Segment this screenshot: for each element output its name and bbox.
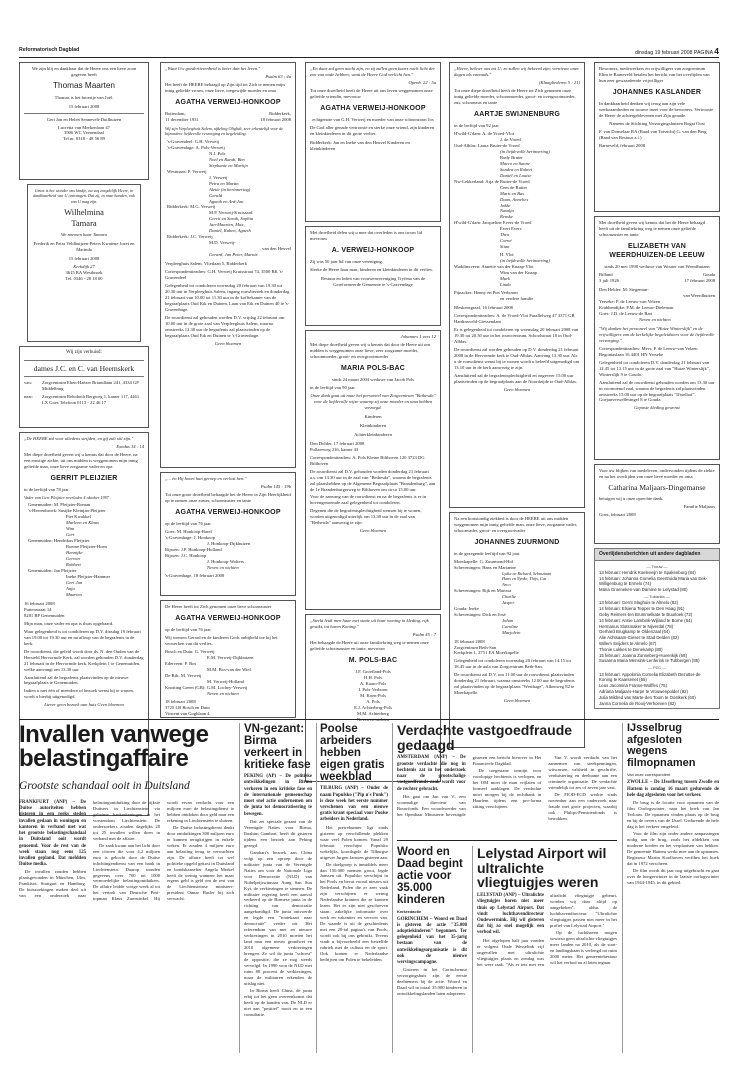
col-rule — [472, 846, 473, 1053]
news-divider — [19, 719, 719, 720]
death-notice-zuurmond: Na een kortstondig ziekbed is door de HEERE uit ons midden weggenomen mijn innig geliefde man, onze lieve, zorgzame vader, schoonvader, groot- en overgrootvader JOHANNES ZUURMOND in de gezegende leeftijd van 92 jaar. Moerkapelle: G. Zuurmond-Hol Scheveningen: Hans en Marianne Lydia en Richard, Sebastiaan Hans en Nynke, Thijs, Cas Arco Scheveningen: Rijk en Marissa Charlie Jasper Gouda: Ineke Scheveningen: Dick en José Johan Caroline Marjolein 18 februari 2008 Zorgcentrum Beth-San Kerkplein 1, 2751 EA Moerkapelle Gelegenheid tot condoleren woensdag 20 februari van 14.15 tot 18.45 uur in de aula van Zorgcentrum Beth-San. De rouwdienst zal D.V. om 11.00 uur de rouwdienst plaatsvinden donderdag 21 februari, waarna omstreeks 12.00 uur de begrafenis zal plaatsvinden op de begraafplaats "Westhage", Alkenweg 82 te Moerkapelle. Geen bloemen — [449, 512, 585, 748]
column-2 — [160, 62, 296, 722]
birth-notice-thomas: We zijn blij en dankbaar dat de Heere ons een lieve zoon gegeven heeft Thomas Maarten Thomas is het broertje van Joël. 15 februari 2008 Gert Jan en Helen Sennevelt-Duifhuizen Lucretia van Merkenlaan 47 3906 WC Veenendaal Tel.nr. 0318 - 48 56 89 — [19, 62, 149, 180]
col-rule — [622, 723, 623, 1053]
moving-notice: Wij zijn verhuisd: dames J.C. en C. van Heemskerk van: Zorgcentrum Eben-Haëzer Briandlaan 241, 4334 GP Middelburg naar: Zorgcentrum Rehoboth Bergweg 1, kamer 117, 4461 LX Goes Telefoon 0113 - 22 46 17 — [19, 346, 149, 428]
paper-name: Reformatorisch Dagblad — [19, 47, 80, 53]
death-notice-van-weerdhuizen: Met droefheid geven wij kennis dat het de Heere behaagd heeft uit de familiekring weg te nemen onze geliefde schoonzuster en tante ELIZABETH VAN WEERDHUIZEN-DE LEEUW sinds 20 mei 1998 weduwe van Wouter van Weerdhuizen Billand Gouda 3 juli 1926 17 februari 2008 Den Helder: M. Stegeman- van Weerdhuizen Yerseke: P. de Leeuw-van Velzen Krabbendijke: P.M. de Leeuw-Dieleman Goes: J.D. de Leeuw-de Bart Neven en nichten "Wij danken het personeel van "Huize Winterslijk" en de vrijwilligers van de kerkelijke begeleidsters voor de liefdevolle verzorging." Correspondentieadres: Mevr. P. de Leeuw-van Velzen Begoniaslaan 16 4401 HN Yerseke Gelegenheid tot condoleren D.V. donderdag 21 februari van 12.45 tot 13.15 uur in de grote zaal van "Huize Winterslijk", Winterslijk 9 te Gouda. Aansluitend zal de rouwdienst gehouden worden om 13.30 uur in voornoemd zaal, waarna de begrafenis zal plaatsvinden omstreeks 15.00 uur op de begraafplaats "IJsselhof", Goejanverwellesingel 8 te Gouda. Gepaste kleding gewenst — [594, 216, 720, 460]
article-belastingaffaire: Invallen vanwege belastingaffaire Grootste schandaal ooit in Duitsland FRANKFURT (ANP) – De Duitse autoriteiten hebben gisteren in een reeks steden invallen gedaan in woningen en kantoren in verband met wat het grootste belastingschandaal in Duitsland ooit wordt genoemd. Voor de rest van de week staan nog eens 125 invallen gepland. Dat meldden Duitse media. De invallen zouden hebben plaatsgevonden in München, Ulm, Frankfurt, Stuttgart en Hamburg. De huiszoekingen maken deel uit van een onderzoek naar belastingontduiking door de rijkste Duitsers in Liechtenstein via geheime bankrekeningen in het vorstendom Liechtenstein. De onderzoekers zouden dagelijks 20 tot 25 invallen willen doen in verband met de affaire. De zaak kwam aan het licht door een citroen die voor 4,2 miljoen euro is gekocht door de Duitse inlichtingendienst van een bank in Liechtenstein. Daarop stonden gegevens over 700 tot 1000 vermoedelijke belastingontduikers. De affaire leidde vorige week al tot het vertrek van Deutsche Post-topman Klaus Zumwinkel. Hij wordt ervan verdacht voor een miljoen euro de belastingdienst te hebben ontdoken door geld naar een rekening in Liechtenstein te sluizen. De Duitse belastingdienst denkt door ontduikingen 300 miljoen euro te kunnen terugkrijgen in enkele weken. Er zouden 4 miljoen euro aan belasting terug te verwachten zijn. De affaire heeft tot wel politieke opgeld gekost in Duitsland en bondskanselier Angela Merkel heeft de weinig wanneer het maar ergens geld is geld om de rest van de Liechtensteinse ministers-president Otmar Hasler bij zich verwacht. — [19, 723, 234, 902]
column-1 — [19, 62, 149, 820]
thanks-maljaars: Voor uw blijken van medeleven, ondervonden tijdens de ziekte en na het overlijden van onze lieve moeder en oma Catharina Maljaars-Dingemanse betuigen wij u onze oprechte dank. Familie Maljaars Goes, februari 2008 — [594, 464, 720, 544]
masthead — [19, 46, 719, 58]
article-woord-en-daad: Woord en Daad begint actie voor 35.000 kinderen Kerkredactie GORINCHEM – Woord en Daad is gisteren de actie "35.000 adoptiekinderen" begonnen. Ter gelegenheid van het 35-jarig bestaan van de ontwikkelingsorganisatie is dit ook de nieuwe wervingscampagne. Gisteren in het Gorinchemse verzorgingshuis zijn de eerste deelnemers bij de actie. Woord en Daad wil in totaal 35.000 kinderen in ontwikkelingslanden laten adopteren. — [397, 846, 467, 997]
death-notice-pols-bac-2: „Sterkt leidt men haar met statie uit haar woning in kleding, rijk gestikt, tot haren Koning." Psalm 45 : 7 Het behaagde de Heere uit onze familiekring weg te nemen onze geliefde schoonzuster en tante, mevrouw M. POLS-BAC J.F. Groefland-Pols H.H. Pols A. Kaaro-Pols I. Pols-Verboon M. Koen-Pols A. Pols E.J. Achterberg-Pols M.M. Achterberg Neven en nichten — [305, 614, 441, 782]
headline: IJsselbrug afgesloten wegens filmopnamen — [627, 723, 696, 769]
headline: Woord en Daad begint actie voor 35.000 kinderen — [397, 846, 463, 907]
article-poolse-arbeiders: Poolse arbeiders hebben eigen gratis weekblad TILBURG (ANP) – Onder de naam Populsko ("Pip n's Punk") is deze week het eerste nummer verschenen van een nieuwe gratis krant speciaal voor Poolse arbeiders in Nederland. Het pretrekunner ligt sinds gisteren op verschillende plekken waar veel Polen komen. Vanaf 29 februari verschijnt Populsko wekelijks, koordsgele de Tilburgse uitgever Jurgen Janssen gisteren aan. De doelgroep is inmiddels meer dan 150.000 mensen groot, legde Janssen uit. Populsko verschijnt in het Pools en bevat vooral nieuws uit Nederland. Polen die er zeer vaak zijn verschijnen er weinig Nederlandse kranten die ze kunnen lezen. Het er zijn niet geschreven staan: zakelijke informatie over werk en vakanties en vervoer van. De waarde is uit de geschiedenis met een 20-tal pagina's van Pools; wordt ook bij ons gebruikt. Tevens vindt u bijvoorbeeld een hetzelfde rubriek met de cultuur en de sport. Ook komen er Nederlandse bedrijven om Polen te bekeleiden. — [320, 723, 388, 963]
headline: Lelystad Airport wil ultralichte vliegtuigjes weren — [477, 846, 607, 891]
article-ijsselbrug: IJsselbrug afgesloten wegens filmopnamen Van onze correspondent ZWOLLE – De IJsselbrug tussen Zwolle en Hattem is zondag 16 maart gedurende de hele dag afgesloten voor het verkeer. De brug is de locatie voor opnamen van de film Oorlogswinter, naar het boek van Jan Terlouw. De opnamen vinden plaats op de brug en bij de oevers van de IJssel. Gedurende de hele dag is het verkeer omgeleid. Voor de film zijn onder andere aanpassingen nodig aan de brug, zoals het afdekken van moderne borden en het verplaatsen van hekken. De gemeente Hattem werkt mee aan de opnamen. Regisseur Martin Koolhoven verfilmt het boek dat in 1972 verscheen. De film wordt dit jaar nog uitgebracht en gaat over de hongerwinter in de laatste oorlogswinter van 1944-1945, in dit gebied. — [627, 723, 719, 885]
headline: Verdachte vastgoedfraude gedaagd — [397, 723, 573, 753]
subheadline: Grootste schandaal ooit in Duitsland — [19, 779, 190, 792]
death-notice-verweij-3: De Heere heeft tot Zich genomen onze lieve schoonzuster AGATHA VERWEIJ-HONKOOP op de leeftijd van 76 jaar. Wij wensen Gerard en de kinderen Gods onbijbeld toe bij het verwerken van dit verlies. Bosch en Duin: G. Verweij E.M. Verweij-Dijkhuizen Ederveen: P. Bos M.M. Bos-van der Wiel De Bilt: M. Verweij M. Verweij-Holland Knotting Green (GB): G.M. Lochey-Verweij Neven en nichten 18 februari 2008 3725 LB Bosch en Duin Vincent van Goghlaan 4 — [160, 600, 296, 718]
other-newspapers-obituaries: Overlijdensberichten uit andere dagbladen — Trouw — 13 februari: Hendrik Koeleveijn te Spakenburg (84) 14 februari: Johanna Cornelia Geertruida Maria van Eek-Willigenburg te Ermelo (74) Maria Groeneken-van Damme te Lelystad (80) — Tubantia — 13 februari: Gerrit Slaghuis te Almelo (82) 14 februari: Elsiena Tepper te Den Haag (91) Geby Reimers-ten Brummelkate te Buurloek (72) 14 februari: Annie Lambink-Wijland te Borne (64) Hermanus Slotsmaker te Nijverdal (78) Gerhard Brugkamp te Oldenzaal (64) Alie Achtsaam-Gieser te Stad Delden (82) Willem Snijders te Almelo (67) Thonie Lukkes te Denekamp (80) 15 februari: Joanna Zunneberg-Huvenkijk (68) Susanna Maria Mensink-Lenferink te Tubbergen (85) — PZC — 13 februari: Appolonia Cornelia Elizabeth Dezutter-de Koning te Kaarsenet (65) Leus Jacomina Franse-Wolffes (75) Adriana Maljaars-Harpe te Vrouwenpolder (82) Julia Mildred van Marte-den Toom te Oostkerk (60) Janna Cornelia de Rooij-Verhoeven (82) — [594, 548, 720, 709]
column-5 — [594, 62, 720, 709]
headline: Invallen vanwege belastingaffaire — [19, 723, 209, 773]
column-4 — [449, 62, 585, 752]
column-3 — [305, 62, 441, 786]
article-lelystad-airport: Lelystad Airport wil ultralichte vliegtuigjes weren LELYSTAD (ANP) – Ultralichte vliegtuigjes horen niet meer thuis op Lelystad Airport. Dat vindt luchthavendirecteur Oudewermink. Hij wil gisteren dat hij zo snel mogelijk een verbod wil. Het afgelopen half jaar vonden er volgens Oude Wesselink vijf ongevallen met ultralichte vliegtuigjes plaats en zondag was het weer raak. "Als er iets met een ultralicht vliegtuigje gebeurt, worden wij daar altijd op aangekeken", aldus de luchthavendirecteur. "Ultralichte vliegtuigjes passen niet meer in het profiel van Lelystad Airport." Op de luchthaven mogen sowieso geen ultralichte vliegtuigjes meer landen na 2010, als de start- en landingsbaan is verlengd tot ruim 2000 meter. Het gemeentebestuur wil het verbod nu al laten ingaan. — [477, 846, 617, 967]
death-notice-verweij-2: „... én Hij hoort hun geroep en verlost hen." Psalm 145 : 19b Tot onze grote droefheid behaagde het de Heere in Zijn Heerlijkheid op te nemen onze zuster, schoonzuster en tante AGATHA VERWEIJ-HONKOOP op de leeftijd van 76 jaar. Goes: M. Honkoop-Barel 's-Gravenhage: J. Honkoop J. Honkoop-Dijkhuizen Rijssen: J.P. Honkoop-Holland Rijssen: J.C. Honkoop J. Honkoop-Wolters Neven en nichten 's-Gravenhage, 18 februari 2008 — [160, 472, 296, 596]
death-notice-pleijzier: „De HEERE zal voor uliedens strijden, en gij zult stil zijn." Exodus 14 : 14 Met diepe droefheid geven wij u kennis dat door de Heere, na een ernstige ziekte, uit ons midden is weggenomen mijn innig geliefde man, onze lieve zorgzame vader en opa GERRIT PLEIJZIER in de leeftijd van 78 jaar. Vader van Gert Pleijzier overleden 4 oktober 1997 Genemuiden: M. Pleijzier-Roman 's-Heerenbroek: Susijke Kleinjan-Pleijzier Piet Kwakkel Marleen en Klaas Wim Gert Genemuiden: Hendrikus Pleijzier Roeine Pleijzier-Hoen Hennijke Gerwin Robbert Genemuiden: Jan Pleijzier Ineke Pleijzier-Hammer Gert Jan Anja Maarten 16 februari 2008 Puttenstraat 14 8281 BP Genemuiden Mijn man, onze vader en opa is thuis opgebaard. Waar gelegenheid is tot condoleren op D.V. dinsdag 19 februari van 19.00 tot 19.30 uur en na afloop van de begrafenis in de kerk. De rouwdienst, die geleid wordt door ds. N. den Ouden van de Hersteld Hervormde Kerk, zal worden gehouden D.V. donderdag 21 februari in de Hervormde kerk, Kerkplein 1 te Genemuiden, welke aanvangt om 13.30 uur. Aansluitend zal de begrafenis plaatsvinden op de nieuwe begraafplaats te Genemuiden. Indien u met één of meerdere of bezoek wenst bij te wonen, wordt u hierbij uitgenodigd. Liever geen bezoek aan huis Geen bloemen — [19, 432, 149, 816]
article-birma: VN-gezant: Birma verkeert in kritieke fase PEKING (AP) – De politieke ontwikkelingen in Birma verkeren in een kritieke fase en de internationale gemeenschap moet snel actie ondernemen om de junta tot democratisering te bewegen. Dat zei speciale gezant van de Verenigde Naties voor Birma, Ibrahim Gambari, heeft dit gisteren tijdens een bezoek aan Peking gezegd. Gambari's bezoek aan China volgt op een oproep door de militaire junta van de Verenigde Naties om voor de Nationale Liga voor Democratie (NLD) van Nobelprijswinnaar Aung San Suu Kyi, de verkiezingen te steunen. De militaire regering heeft een aanval verkeerd op de Birmese junta in de richting van democratie aangekondigd. De junta ontvoerde en legde een "routekaart naar democratie" verder uit. Het referendum van mei en nieuwe verkiezingen in 2010 moeten het land naar een nieuw grondwet en 2010 algemene verkiezingen brengen. Ze wil de junta "schorst" de oppositie, die ze nog steeds vervolgd. In 1990 won de NLD met ruim 80 procent de verkiezingen, maar de militairen erkenden de uitslag niet. In Birma heeft China, de junta erbij tot het geen overeenkomst dat heeft op de banden van. De NLD er niet aan "positief" nooit en in een consultatie. — [244, 723, 312, 1017]
page-date: dinsdag 19 februari 2008 PAGINA 4 — [635, 46, 719, 56]
col-rule — [392, 723, 393, 1053]
death-notice-verweij-4: „En daar zal geen nacht zijn, en zij zullen geen kaars noch licht der zon van node hebben; want de Heere God verlicht hen." Openb. 22 : 5a Tot onze droefheid heeft de Heere uit ons leven weggenomen onze geliefde vriendin, mevrouw AGATHA VERWEIJ-HONKOOP echtgenote van G.H. Verweij en moeder van onze schoonzoon Jos De God aller genade vertrooste en sterke onze vriend, zijn kinderen en kleinkinderen in dit grote verlies. Ridderkerk: Jan en Ineke van den Heuvel Kinderen en kleinkinderen — [305, 62, 441, 222]
death-notice-pols-bac: Johannes 1 vers 12 Met diepe droefheid geven wij u kennis dat door de Heere uit ons midden is weggenomen onze lieve, zeer zorgzame moeder, schoonmoeder, groot- en overgrootmoeder MARIA POLS-BAC sinds 24 maart 2004 weduwe van Jacob Pols in de leeftijd van 90 jaar. Onze dank gaat uit naar het personeel van Zorgcentrum "Bethesda" voor de liefdevolle wijze waarop zij onze moeder en oma hebben verzorgd. Kinderen Kleinkinderen Achterkleinkinderen Den Dolder, 17 februari 2008 Pollaerweg 216, kamer 43 Correspondentieadres: A. Pols Kleine Bilthoven 120 3723 DG Bilthoven De rouwdienst zal D.V. gehouden worden donderdag 21 februari a.s. om 13.30 uur in de zaal van "Bethesda", waarna de begrafenis zal plaatshebben op de Algemene Begraafplaats "Brandenburg", aan de 1e Brandenburgerweg te Bilthoven om circa 15.00 uur. Voor de aanvang van de rouwdienst en na de begrafenis is er in bovengenoemde zaal gelegenheid tot condoleren. Degenen die de begrafenisplechtigheid wensen bij te wonen, worden uitgenodigd uiterlijk om 13.30 uur in de zaal van "Bethesda" aanwezig te zijn. Geen bloemen — [305, 330, 441, 610]
col-rule — [239, 723, 240, 1053]
article-vastgoedfraude: Verdachte vastgoedfraude gedaagd AMSTERDAM (ANP) – De grootste verdachte die nog in hechtenis zat in het onderzoek naar de grootschalige vastgoedfraude-zaak wordt voor de rechter gebracht. Het gaat om Jan van V., een voormalige directeur van Bouwfonds. Een woordvoerder van het Openbaar Ministerie bevestigde gisteren een bericht hierover in Het Financieele Dagblad. De toegestane termijn voor voorlopige hechtenis is verlopen, en het OM moet de man vrijlaten of formeel aanklagen. De verdachte moet morgen bij de rechtbank in Haarlem tijdens een pro-forma zitting verschijnen. Van V. wordt verdacht van het aannemen van steekpenningen, witwassen, valsheid in geschrifte, verduistering en deelname aan een criminele organisatie. De verdachte vriendelijk tot zes of zeven jaar vast. De FIOD-ECD werkte sinds november aan een onderzoek naar fraude met grote projecten, waarbij ook Philips-Pensioenfonds is betrokken. — [397, 723, 617, 822]
headline: Poolse arbeiders hebben eigen gratis weekblad — [320, 723, 385, 784]
news-divider-2 — [397, 840, 617, 841]
notice-kaslander: Bewoners, medewerkers en vrijwilligers van zorgcentrum Elim te Barneveld betalen het bericht van het overlijden van hun zeer gewaardeerde vrijwilliger JOHANNES KASLANDER In dankbaarheid denken wij terug aan zijn vele werkzaamheden en trouwe inzet voor de bewoners. Vertrooste de Heere de achtergeblevenen met Zijn genade. Namens de Stichting Verzorgingshuizen Rogat Oost F. van Donselaar RA (Raad van Toezicht) G. van den Berg (Raad van Bestuur a.i.) Barneveld, februari 2008 — [594, 62, 720, 212]
headline: VN-gezant: Birma verkeert in kritieke fase — [244, 723, 311, 772]
death-notice-verweij-1: „Want Uw goedertierenheid is beter dan het leven." Psalm 63 : 4a Het heeft de HEERE behaagd op Zijn tijd tot Zich te nemen mijn innig geliefde vrouw, onze lieve, toegewijde moeder en oma AGATHA VERWEIJ-HONKOOP Botterdam, Ridderkerk, 11 december 1931 18 februari 2008 Wij zijn Verpleeghuis Salem, afdeling Oliglidt, zeer erkentelijk voor de bijzondere liefdevolle verzorging en begeleiding. 's-Gravendeel: G.H. Verweij 's-Gravendage: A. Pols-Verweij N.J. Pols Noel en Randi, Ben Stephanie en Martijn Westmaas: P. Verweij J. Verweij Petra en Martin Alette (in herinnering) Gerald Agneth en Ard-Jan Ridderkerk: M.G. Verweij M.P. Verweij-Kruisaard Gerrit en Sarah, Sophia Jan-Maarten, Max, Daniël, Ruben, Agneth Ridderkerk: J.C. Verweij M.D. Verweij- van den Heuvel Gerard, Jan Peter, Marnix Verpleeghuis Salem, Vlietlaan 5, Ridderkerk Correspondentieadres: G.H. Verweij Kruisstraat 74, 3500 BK 's-Gravendeel Gelegenheid tot condoleren woensdag 20 februari van 19.30 tot 20.30 uur in Verpleeghuis Salem, ingang rouwbezoek en donderdag 21 februari van 10.00 tot 11.30 uur in de koffiekamer van de begraafplaats Oud Kik en Duinen, Laan van Eik en Duinen 40 te 's-Gravenhage. De rouwdienst zal gehouden worden D.V. vrijdag 22 februari om 10.00 uur in de grote zaal van Verpleeghuis Salem, waarna omstreeks 12.30 uur de begrafenis zal plaatsvinden op de begraafplaats Oud Eik en Duinen te 's-Gravenhage. Geen bloemen — [160, 62, 296, 468]
birth-notice-tamara: Groot is het wonder ons kindje, na vaş zorgdelijk Heere, in dankbaarheid van U ontvangen. Dat zij, in onze handen, ook van U mag zijn. Wilhelmina Tamara We noemen haar Tamara Frederik en Petra Veldhuijzen-Peters Kwatene Jozet en Marinda 15 februari 2008 Kerkdijk 27 3615 BA Westbroek Tel. 0346 - 28 18 00 — [27, 184, 141, 342]
death-notice-swijnenburg: „Heere, behoer ons tot U; zo zullen wij bekeerd zijn; vernieuw onze dagen als vanouds." (Klaagliederen 5 : 21) Tot onze diepe droefheid heeft de Heere tot Zich genomen onze innig geliefde moeder, schoonmoeder, groot- en overgrootmoeder, zus, schoonzus en tante AARTJE SWIJNENBURG in de leeftijd van 92 jaar. H'wild-G'dam: A. de Vroed-Vlot J. de Vroed Oud-Alblas: Laura Bruter-de Vroed (in liefdevolle herinnering) Rudy Bruter Marco en Sanne Sandra en Robert Daniël en Louise Nw-Lekkerland: Arja de Ruiter-de Vroed Cees de Ruiter Marit en Bas Daan, Annelies Jokke Natalja Renske H'wild-G'dam: Jacqueline Evers-de Vroed Evert Evers Theo Corné Stian H. Vlot (in liefdevolle herinnering) Waddinxveen: Annette van der Knaap-Vlot Wim van der Knaap Mark Linda Pijnacker: Henny en Piet Verboom en verdere familie Bleskensgraaf, 16 februari 2008 Correspondentieadres: A. de Vroed-Vlot Parallelweg 47 3371 GB Hardinxveld-Giessendam Er is gelegenheid tot condoleren op woensdag 20 februari 2008 van 19.30 tot 20.30 uur in het rouwcentrum, Schoolstraat 18 in Oud-Alblas. De rouwdienst zal worden gehouden op D.V. donderdag 21 februari 2008 in de Hervormde kerk te Oud-Alblas. Aanvang 13.30 uur. Als u de rouwdienst wenst bij te wonen wordt u beleefd uitgenodigd om 13.10 uur in de kerk aanwezig te zijn. Aansluitend zal de begrafenisplechtigheid en ongeveer 15.00 uur plaatsvinden op de begraafplaats aan de Noordzijde te Oud-Alblas. Geen bloemen — [449, 62, 585, 508]
death-notice-verweij-5: Met droefheid delen wij u mee dat overleden is ons trouw lid mevrouw A. VERWEIJ-HONKOOP Zij was 50 jaar lid van onze vereniging. Sterke de Heere haar man, kinderen en kleinkinderen in dit verlies. Bestuur en leden van vrouwenvereniging Tryfena van de Gereformeerde Gemeente te 's-Gravendage — [305, 226, 441, 326]
col-rule — [316, 723, 317, 1053]
